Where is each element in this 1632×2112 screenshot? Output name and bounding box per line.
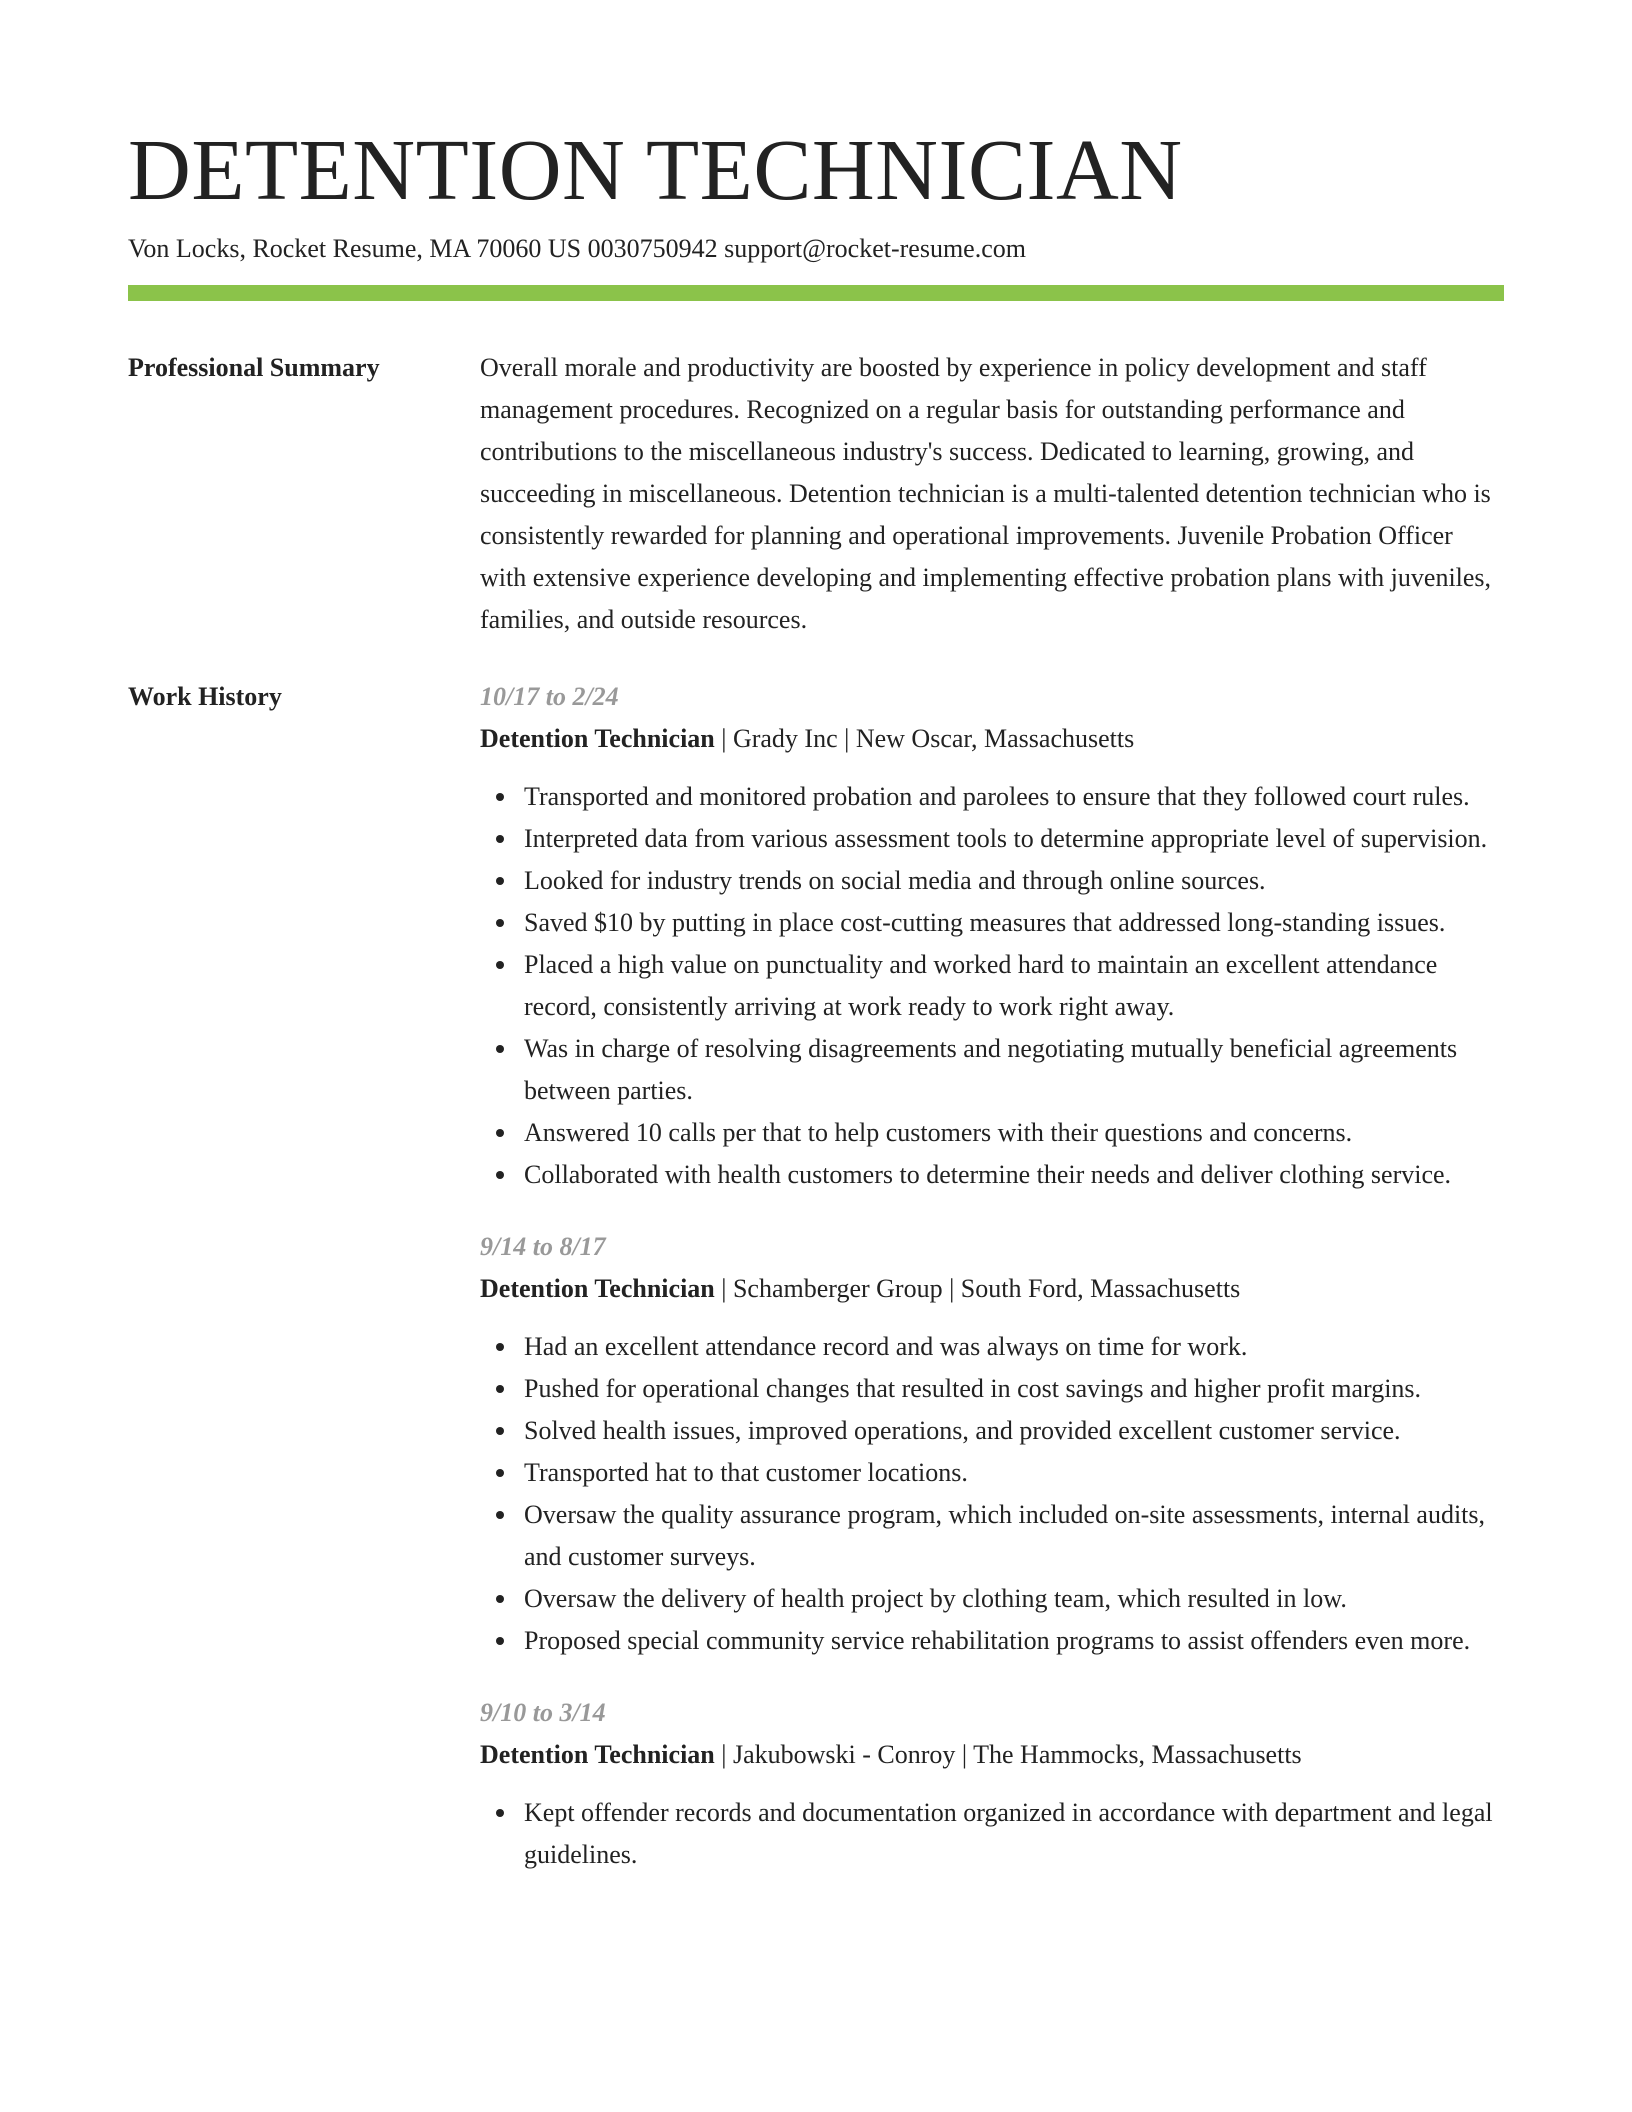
job-bullet [524, 1410, 1504, 1452]
job-bullet [524, 818, 1504, 860]
job-heading [480, 1734, 1504, 1776]
job-title: Detention Technician [480, 1274, 715, 1303]
job-details: | Jakubowski - Conroy | The Hammocks, Massachusetts [714, 1740, 1302, 1769]
bullet-text: Oversaw the delivery of health project by clothing team, which resulted in low. [524, 1584, 1347, 1613]
job-dates: 9/14 to 8/17 [480, 1232, 606, 1261]
job-bullets [480, 1326, 1504, 1662]
job-entry [480, 1226, 1504, 1662]
work-history-heading: Work History [128, 682, 282, 711]
job-heading [480, 718, 1504, 760]
bullet-text: Transported hat to that customer locations. [524, 1458, 968, 1487]
job-bullet [524, 1368, 1504, 1410]
bullet-icon [496, 793, 504, 801]
bullet-icon [496, 919, 504, 927]
bullet-text: Had an excellent attendance record and was always on time for work. [524, 1332, 1248, 1361]
job-bullet [524, 1494, 1504, 1578]
job-entry [480, 676, 1504, 1196]
bullet-text: Looked for industry trends on social media and through online sources. [524, 866, 1266, 895]
bullet-icon [496, 1385, 504, 1393]
job-bullet [524, 1326, 1504, 1368]
job-bullet [524, 1452, 1504, 1494]
summary-heading: Professional Summary [128, 353, 380, 382]
job-dates: 9/10 to 3/14 [480, 1698, 606, 1727]
bullet-icon [496, 1427, 504, 1435]
bullet-icon [496, 1171, 504, 1179]
bullet-text: Placed a high value on punctuality and worked hard to maintain an excellent attendance record, consistently arriving at work ready to work right away. [524, 950, 1438, 1021]
resume-title: DETENTION TECHNICIAN [128, 121, 1183, 218]
bullet-icon [496, 1595, 504, 1603]
bullet-text: Transported and monitored probation and parolees to ensure that they followed court rules. [524, 782, 1470, 811]
bullet-text: Solved health issues, improved operations, and provided excellent customer service. [524, 1416, 1401, 1445]
job-bullet [524, 1620, 1504, 1662]
bullet-icon [496, 1343, 504, 1351]
bullet-text: Kept offender records and documentation organized in accordance with department and legal guidelines. [524, 1798, 1493, 1869]
job-entry [480, 1692, 1504, 1876]
bullet-text: Collaborated with health customers to determine their needs and deliver clothing service. [524, 1160, 1452, 1189]
job-bullets [480, 1792, 1504, 1876]
bullet-icon [496, 1129, 504, 1137]
job-bullet [524, 944, 1504, 1028]
bullet-text: Answered 10 calls per that to help customers with their questions and concerns. [524, 1118, 1353, 1147]
work-history-body [480, 676, 1504, 1906]
bullet-icon [496, 1511, 504, 1519]
bullet-icon [496, 1637, 504, 1645]
bullet-icon [496, 835, 504, 843]
job-bullet [524, 1112, 1504, 1154]
bullet-text: Oversaw the quality assurance program, which included on-site assessments, internal audits, and customer surveys. [524, 1500, 1486, 1571]
job-bullet [524, 860, 1504, 902]
job-title: Detention Technician [480, 724, 715, 753]
job-details: | Grady Inc | New Oscar, Massachusetts [714, 724, 1135, 753]
bullet-icon [496, 1045, 504, 1053]
job-bullets [480, 776, 1504, 1196]
header-divider [128, 285, 1504, 301]
summary-text: Overall morale and productivity are boosted by experience in policy development and staff management procedures. Recognized on a regular basis for outstanding performance and contributions to the miscellaneous industry's success. Dedicated to learning, growing, and succeeding in miscellaneous. Detention technician is a multi-talented detention technician who is consistently rewarded for planning and operational improvements. Juvenile Probation Officer with extensive experience developing and implementing effective probation plans with juveniles, families, and outside resources. [480, 353, 1492, 634]
job-bullet [524, 1578, 1504, 1620]
job-bullet [524, 1154, 1504, 1196]
bullet-text: Interpreted data from various assessment tools to determine appropriate level of supervision. [524, 824, 1488, 853]
job-bullet [524, 902, 1504, 944]
contact-line: Von Locks, Rocket Resume, MA 70060 US 0030750942 support@rocket-resume.com [128, 234, 1026, 263]
bullet-text: Saved $10 by putting in place cost-cutting measures that addressed long-standing issues. [524, 908, 1446, 937]
bullet-icon [496, 1809, 504, 1817]
bullet-icon [496, 877, 504, 885]
bullet-text: Pushed for operational changes that resulted in cost savings and higher profit margins. [524, 1374, 1422, 1403]
job-dates: 10/17 to 2/24 [480, 682, 619, 711]
job-title: Detention Technician [480, 1740, 715, 1769]
resume-header [128, 118, 1504, 266]
job-heading [480, 1268, 1504, 1310]
job-bullet [524, 1792, 1504, 1876]
job-details: | Schamberger Group | South Ford, Massachusetts [714, 1274, 1241, 1303]
summary-body [480, 347, 1504, 641]
bullet-text: Was in charge of resolving disagreements and negotiating mutually beneficial agreements between parties. [524, 1034, 1458, 1105]
bullet-text: Proposed special community service rehabilitation programs to assist offenders even more. [524, 1626, 1471, 1655]
bullet-icon [496, 961, 504, 969]
bullet-icon [496, 1469, 504, 1477]
job-bullet [524, 776, 1504, 818]
job-bullet [524, 1028, 1504, 1112]
